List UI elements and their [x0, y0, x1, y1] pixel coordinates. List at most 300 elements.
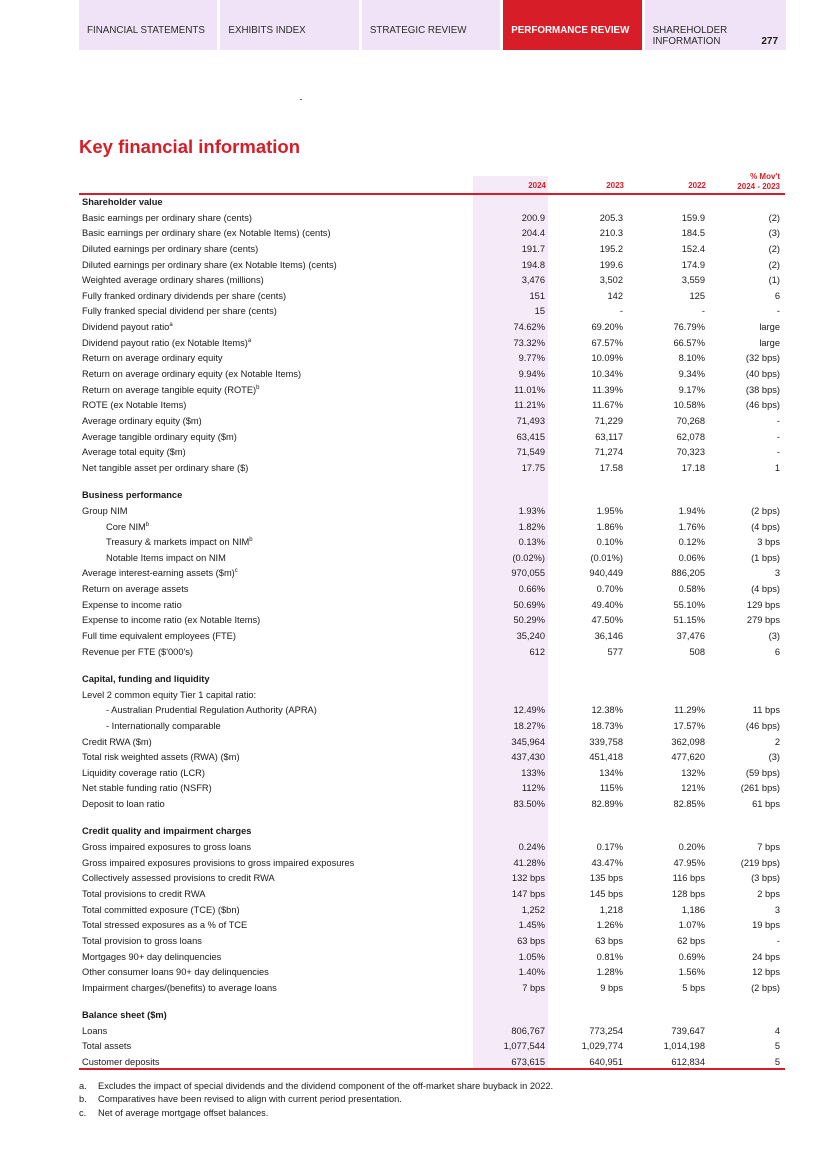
value-2023: 0.70%: [596, 584, 623, 595]
row-label-text: Dividend payout ratio (ex Notable Items): [82, 337, 248, 348]
table-row: [79, 211, 785, 227]
value-2023: 135 bps: [589, 873, 623, 884]
row-label: [82, 918, 247, 934]
value-2024: 9.77%: [518, 353, 545, 364]
footnote-ref: b: [145, 521, 150, 528]
value-2023: 43.47%: [591, 857, 623, 868]
row-label-text: Fully franked ordinary dividends per share (cents): [82, 290, 287, 301]
value-2023: 773,254: [589, 1025, 623, 1036]
value-2022: 11.29%: [674, 705, 705, 716]
row-label: [82, 211, 252, 227]
value-2023: 67.57%: [591, 337, 623, 348]
value-2022: 1,186: [681, 904, 705, 915]
value-movement: (32 bps): [745, 353, 780, 364]
row-label-text: Total provision to gross loans: [82, 935, 202, 946]
value-2024: 71,493: [516, 415, 545, 426]
value-movement: (2 bps): [751, 505, 780, 516]
value-movement: (2 bps): [751, 982, 780, 993]
value-2024: 50.29%: [513, 615, 545, 626]
value-2022: 1.07%: [678, 920, 705, 931]
row-label: [106, 719, 221, 735]
value-movement: 129 bps: [746, 599, 780, 610]
row-label-text: Fully franked special dividend per share (cents): [82, 306, 277, 317]
value-2022: 62 bps: [677, 935, 705, 946]
section-header-shareholder-value: [79, 195, 785, 211]
value-2022: 82.85%: [673, 799, 705, 810]
footnote-ref: b: [256, 384, 260, 391]
row-label: [82, 688, 256, 704]
row-label-text: Credit RWA ($m): [82, 736, 152, 747]
value-2022: 9.34%: [678, 369, 705, 380]
row-label-text: Total risk weighted assets (RWA) ($m): [82, 752, 240, 763]
row-label: [82, 226, 331, 242]
table-row: [79, 226, 785, 242]
footnote-text: Comparatives have been revised to align with current period presentation.: [98, 1094, 402, 1105]
row-label: [82, 950, 221, 966]
value-movement: (3 bps): [751, 873, 780, 884]
row-label: [82, 887, 206, 903]
value-movement: -: [776, 415, 780, 426]
value-2022: 0.20%: [678, 842, 705, 853]
value-2024: 1.45%: [518, 920, 545, 931]
value-2023: 11.39%: [592, 384, 623, 395]
section-header-capital-funding-and-liquidity: [79, 672, 785, 688]
table-row: [79, 766, 785, 782]
value-2024: 194.8: [521, 259, 545, 270]
value-2022: 1.56%: [678, 967, 705, 978]
value-2024: 133%: [521, 767, 545, 778]
table-row: [79, 981, 785, 997]
table-row: [79, 582, 785, 598]
value-movement: -: [776, 431, 780, 442]
value-2023: 11.67%: [592, 400, 623, 411]
value-2022: -: [701, 306, 705, 317]
row-label: [82, 304, 277, 320]
table-row: [79, 520, 785, 536]
table-row: [79, 950, 785, 966]
value-2024: 970,055: [511, 568, 545, 579]
value-movement: 61 bps: [752, 799, 780, 810]
row-label: [82, 289, 286, 305]
row-label-text: ROTE (ex Notable Items): [82, 400, 187, 411]
row-label-text: Loans: [82, 1025, 108, 1036]
section-header-business-performance: [79, 488, 785, 504]
value-2023: 18.73%: [591, 720, 623, 731]
value-2024: 35,240: [516, 630, 545, 641]
row-label-text: Return on average assets: [82, 584, 189, 595]
footnote-ref: c: [234, 568, 238, 575]
value-movement: (40 bps): [745, 369, 780, 380]
row-label-text: Mortgages 90+ day delinquencies: [82, 951, 222, 962]
row-label-text: Return on average ordinary equity (ex Notable Items): [82, 369, 302, 380]
value-movement: -: [776, 447, 780, 458]
table-row: [79, 289, 785, 305]
value-movement: large: [759, 322, 780, 333]
value-2023: 3,502: [599, 275, 623, 286]
section-title: Capital, funding and liquidity: [82, 673, 210, 684]
table-row: [79, 258, 785, 274]
value-2022: 17.18: [681, 462, 705, 473]
footnote: [79, 1080, 779, 1093]
row-label: [82, 367, 301, 383]
table-row: [79, 797, 785, 813]
value-2023: 0.81%: [596, 951, 623, 962]
row-label: [82, 445, 186, 461]
value-2023: 12.38%: [591, 705, 623, 716]
row-label: [82, 242, 258, 258]
value-2022: 70,323: [676, 447, 705, 458]
value-2024: 0.66%: [518, 584, 545, 595]
value-2024: 1.82%: [518, 521, 545, 532]
value-2022: 1.76%: [678, 521, 705, 532]
column-header-2022: 2022: [688, 181, 706, 190]
value-2024: 1.93%: [518, 505, 545, 516]
value-2024: 50.69%: [513, 599, 545, 610]
footnote: [79, 1093, 779, 1106]
tab-strategic-review[interactable]: STRATEGIC REVIEW: [362, 0, 500, 50]
row-label-text: Customer deposits: [82, 1057, 160, 1068]
row-label-text: Gross impaired exposures provisions to gross impaired exposures: [82, 857, 355, 868]
table-row: [79, 934, 785, 950]
table-row: [79, 1039, 785, 1055]
value-2022: 37,476: [676, 630, 705, 641]
row-label: [82, 582, 188, 598]
row-label-text: Net tangible asset per ordinary share ($): [82, 462, 249, 473]
section-spacer: [79, 813, 785, 825]
table-row: [79, 688, 785, 704]
value-2024: 11.21%: [514, 400, 545, 411]
value-2023: 0.17%: [596, 842, 623, 853]
row-label-text: Average interest-earning assets ($m): [82, 568, 235, 579]
section-spacer: [79, 996, 785, 1008]
table-row: [79, 566, 785, 582]
row-label: [82, 645, 193, 661]
value-movement: 2: [774, 736, 780, 747]
value-movement: (1 bps): [751, 552, 780, 563]
row-label: [106, 520, 149, 536]
table-row: [79, 840, 785, 856]
row-label-text: Expense to income ratio (ex Notable Items): [82, 615, 261, 626]
row-label: [82, 766, 205, 782]
row-label-text: Level 2 common equity Tier 1 capital ratio:: [82, 689, 257, 700]
movement-header-line1: % Mov't: [750, 172, 780, 181]
section-title: Shareholder value: [82, 197, 163, 207]
value-2024: 11.01%: [514, 384, 545, 395]
row-label-text: Gross impaired exposures to gross loans: [82, 842, 251, 853]
value-2023: 145 bps: [589, 888, 623, 899]
value-2024: 132 bps: [511, 873, 545, 884]
value-movement: (4 bps): [751, 521, 780, 532]
value-2023: 17.58: [599, 462, 623, 473]
section-header-balance-sheet-m: [79, 1008, 785, 1024]
value-2022: 70,268: [676, 415, 705, 426]
row-label-text: Average tangible ordinary equity ($m): [82, 431, 237, 442]
value-movement: -: [776, 935, 780, 946]
section-nav: [79, 0, 786, 50]
value-2023: 339,758: [589, 736, 623, 747]
footer-rule: [79, 1068, 785, 1070]
value-movement: 2 bps: [757, 888, 780, 899]
value-movement: (219 bps): [740, 857, 780, 868]
value-movement: 7 bps: [757, 842, 780, 853]
row-label-text: Impairment charges/(benefits) to average loans: [82, 982, 277, 993]
column-header-movement: [700, 172, 780, 191]
row-label-text: Basic earnings per ordinary share (cents): [82, 212, 253, 223]
row-label: [82, 566, 238, 582]
value-2023: 49.40%: [591, 599, 623, 610]
value-2023: 1.28%: [596, 967, 623, 978]
value-2022: 739,647: [671, 1025, 705, 1036]
value-2022: 3,559: [681, 275, 705, 286]
value-2024: 1,077,544: [503, 1041, 545, 1052]
value-2023: 9 bps: [600, 982, 623, 993]
tab-shareholder-information-label: SHAREHOLDER INFORMATION: [652, 25, 728, 47]
value-movement: 5: [774, 1041, 780, 1052]
value-2024: 0.13%: [518, 537, 545, 548]
value-2024: 3,476: [521, 275, 545, 286]
value-movement: (3): [768, 630, 780, 641]
value-2022: 0.69%: [678, 951, 705, 962]
value-2024: 806,767: [511, 1025, 545, 1036]
value-2024: 73.32%: [513, 337, 545, 348]
row-label: [82, 613, 260, 629]
row-label: [82, 781, 212, 797]
value-2023: 63 bps: [595, 935, 623, 946]
value-2024: 191.7: [521, 243, 545, 254]
section-header-credit-quality-and-impairment-charges: [79, 824, 785, 840]
row-label-text: Total assets: [82, 1041, 132, 1052]
row-label-text: Return on average tangible equity (ROTE): [82, 384, 257, 395]
value-2022: 159.9: [681, 212, 705, 223]
tab-performance-review[interactable]: PERFORMANCE REVIEW: [503, 0, 641, 50]
row-label: [82, 871, 275, 887]
row-label-text: Liquidity coverage ratio (LCR): [82, 767, 205, 778]
row-label-text: Group NIM: [82, 505, 128, 516]
row-label: [82, 351, 223, 367]
page-number: 277: [761, 36, 779, 47]
value-movement: 6: [774, 290, 780, 301]
value-2024: 204.4: [521, 228, 545, 239]
value-movement: (1): [768, 275, 780, 286]
row-label-text: Collectively assessed provisions to credit RWA: [82, 873, 275, 884]
footnote-ref: a: [169, 322, 173, 329]
value-2024: (0.02%): [512, 552, 545, 563]
value-2022: 0.12%: [678, 537, 705, 548]
table-row: [79, 887, 785, 903]
value-2023: 451,418: [589, 752, 623, 763]
value-2023: 10.09%: [591, 353, 623, 364]
value-movement: 279 bps: [746, 615, 780, 626]
value-2022: 55.10%: [673, 599, 705, 610]
value-2023: 205.3: [599, 212, 623, 223]
table-row: [79, 273, 785, 289]
value-2024: 9.94%: [518, 369, 545, 380]
table-row: [79, 750, 785, 766]
table-row: [79, 781, 785, 797]
row-label-text: Dividend payout ratio: [82, 322, 170, 333]
row-label: [82, 1024, 107, 1040]
table-row: [79, 414, 785, 430]
table-row: [79, 398, 785, 414]
row-label-text: Core NIM: [106, 521, 146, 532]
value-2022: 116 bps: [672, 873, 705, 884]
value-movement: 3: [774, 568, 780, 579]
value-2024: 15: [534, 306, 545, 317]
tab-shareholder-information[interactable]: [645, 0, 786, 50]
value-movement: 1: [774, 462, 780, 473]
value-2023: 36,146: [594, 630, 623, 641]
row-label-text: Basic earnings per ordinary share (ex Notable Items) (cents): [82, 228, 331, 239]
row-label: [82, 504, 127, 520]
value-2022: 125: [689, 290, 705, 301]
value-2022: 121%: [681, 783, 705, 794]
value-2024: 41.28%: [513, 857, 545, 868]
value-2023: 1.86%: [596, 521, 623, 532]
value-2022: 47.95%: [673, 857, 705, 868]
row-label: [82, 383, 260, 399]
value-2023: 115%: [599, 783, 623, 794]
section-spacer: [79, 477, 785, 489]
table-row: [79, 367, 785, 383]
table-row: [79, 871, 785, 887]
value-movement: 12 bps: [752, 967, 780, 978]
row-label-text: Diluted earnings per ordinary share (cents): [82, 243, 259, 254]
value-2023: 1.95%: [596, 505, 623, 516]
value-2023: 134%: [599, 767, 623, 778]
value-2024: 673,615: [511, 1057, 545, 1068]
table-row: [79, 856, 785, 872]
value-2022: 128 bps: [671, 888, 705, 899]
row-label: [82, 856, 354, 872]
value-2024: 345,964: [511, 736, 545, 747]
value-2022: 62,078: [676, 431, 705, 442]
row-label: [82, 629, 236, 645]
value-2022: 152.4: [681, 243, 705, 254]
value-2024: 437,430: [511, 752, 545, 763]
value-2024: 71,549: [516, 447, 545, 458]
value-2022: 5 bps: [682, 982, 705, 993]
value-2023: 71,274: [594, 447, 623, 458]
value-2022: 612,834: [671, 1057, 705, 1068]
value-movement: 4: [774, 1025, 780, 1036]
row-label: [106, 535, 253, 551]
value-2023: 195.2: [599, 243, 623, 254]
table-row: [79, 430, 785, 446]
value-movement: (3): [768, 752, 780, 763]
row-label: [82, 398, 186, 414]
table-row: [79, 703, 785, 719]
row-label-text: Return on average ordinary equity: [82, 353, 223, 364]
row-label: [82, 735, 152, 751]
row-label-text: Full time equivalent employees (FTE): [82, 630, 236, 641]
section-title: Business performance: [82, 490, 183, 501]
value-movement: (2): [768, 243, 780, 254]
table-row: [79, 613, 785, 629]
table-row: [79, 351, 785, 367]
value-2022: 184.5: [681, 228, 705, 239]
row-label: [82, 430, 237, 446]
page-title: Key financial information: [79, 136, 301, 157]
row-label-text: Deposit to loan ratio: [82, 799, 165, 810]
value-2022: 0.06%: [678, 552, 705, 563]
value-movement: (46 bps): [745, 720, 780, 731]
value-2024: 83.50%: [513, 799, 545, 810]
row-label: [82, 965, 269, 981]
row-label-text: Total stressed exposures as a % of TCE: [82, 920, 248, 931]
value-movement: (261 bps): [740, 783, 780, 794]
value-2022: 0.58%: [678, 584, 705, 595]
value-2022: 1,014,198: [663, 1041, 705, 1052]
row-label-text: Diluted earnings per ordinary share (ex Notable Items) (cents): [82, 259, 337, 270]
value-2023: (0.01%): [590, 552, 623, 563]
value-movement: 5: [774, 1057, 780, 1068]
row-label: [82, 320, 173, 336]
value-2024: 612: [529, 646, 545, 657]
value-2024: 151: [529, 290, 545, 301]
value-2024: 1,252: [521, 904, 545, 915]
row-label-text: Treasury & markets impact on NIM: [106, 537, 250, 548]
tab-financial-statements[interactable]: FINANCIAL STATEMENTS: [79, 0, 217, 50]
movement-header-line2: 2024 - 2023: [737, 181, 780, 191]
value-2022: 9.17%: [678, 384, 705, 395]
table-row: [79, 719, 785, 735]
row-label-text: Weighted average ordinary shares (millions): [82, 275, 264, 286]
row-label-text: Expense to income ratio: [82, 599, 182, 610]
footnotes: [79, 1080, 779, 1120]
value-movement: 24 bps: [752, 951, 780, 962]
row-label: [106, 703, 317, 719]
value-2022: 132%: [681, 767, 705, 778]
row-label-text: Average ordinary equity ($m): [82, 415, 202, 426]
value-2022: 508: [689, 646, 705, 657]
value-2023: 63,117: [595, 431, 623, 442]
value-movement: (2): [768, 212, 780, 223]
value-2022: 174.9: [681, 259, 705, 270]
row-label-text: - Internationally comparable: [106, 720, 221, 731]
row-label-text: Notable Items impact on NIM: [106, 552, 226, 563]
row-label: [82, 461, 248, 477]
row-label-text: Total committed exposure (TCE) ($bn): [82, 904, 240, 915]
value-2023: 142: [607, 290, 623, 301]
row-label: [82, 934, 202, 950]
value-2023: 71,229: [594, 415, 623, 426]
value-2023: 47.50%: [591, 615, 623, 626]
value-movement: (3): [768, 228, 780, 239]
footnote-marker: a.: [79, 1081, 87, 1091]
table-row: [79, 336, 785, 352]
tab-exhibits-index[interactable]: EXHIBITS INDEX: [220, 0, 358, 50]
value-2024: 1.05%: [518, 951, 545, 962]
table-row: [79, 918, 785, 934]
row-label-text: Net stable funding ratio (NSFR): [82, 783, 212, 794]
value-movement: (46 bps): [745, 400, 780, 411]
key-financial-table: [79, 195, 785, 1071]
row-label: [82, 273, 264, 289]
row-label: [82, 903, 240, 919]
value-2022: 10.58%: [673, 400, 705, 411]
row-label: [82, 797, 165, 813]
table-row: [79, 1024, 785, 1040]
value-2024: 1.40%: [518, 967, 545, 978]
value-movement: large: [759, 337, 780, 348]
row-label-text: - Australian Prudential Regulation Authority (APRA): [106, 705, 317, 716]
column-header-2023: 2023: [606, 181, 624, 190]
value-2022: 477,620: [671, 752, 705, 763]
value-2022: 51.15%: [673, 615, 705, 626]
table-row: [79, 445, 785, 461]
value-movement: (4 bps): [751, 584, 780, 595]
value-2024: 200.9: [521, 212, 545, 223]
